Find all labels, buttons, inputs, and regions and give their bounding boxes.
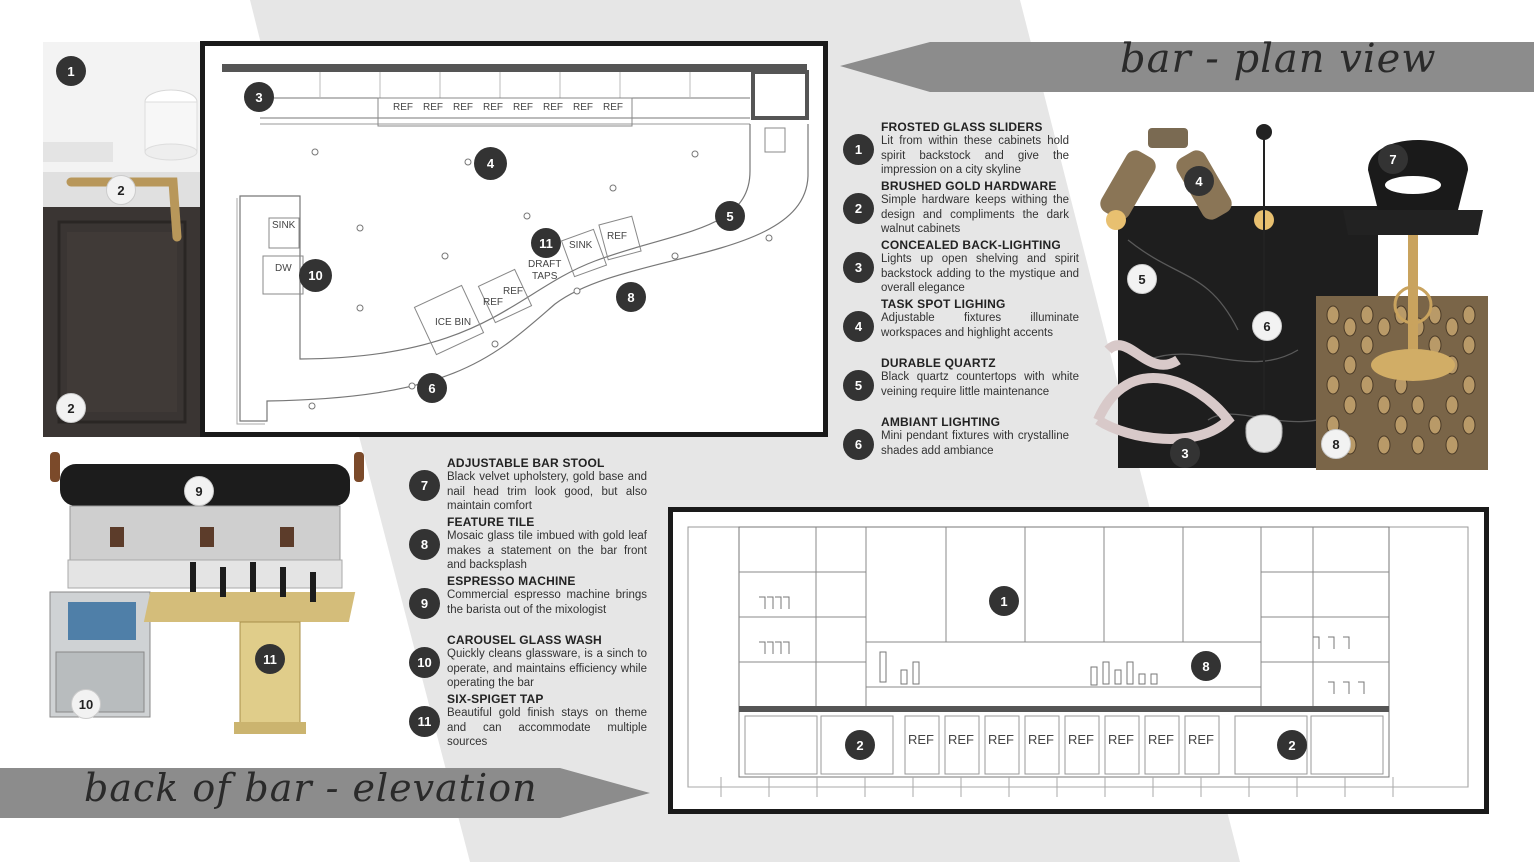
legend-number: 5 <box>843 370 874 401</box>
plan-dw-label: DW <box>275 263 292 274</box>
legend-item-quartz <box>843 356 1079 414</box>
legend-title: TASK SPOT LIGHING <box>881 297 1006 311</box>
elev-ref-label: REF <box>1108 732 1134 747</box>
legend-title: CAROUSEL GLASS WASH <box>447 633 602 647</box>
elev-ref-label: REF <box>988 732 1014 747</box>
elevation-legend <box>409 456 649 756</box>
legend-number: 2 <box>843 193 874 224</box>
legend-description: Simple hardware keeps withing the design and compliments the dark walnut cabinets <box>881 194 1069 235</box>
collage-badge-8: 8 <box>1321 429 1351 459</box>
plan-ref-label: REF <box>607 231 627 242</box>
collage-badge-5: 5 <box>1127 264 1157 294</box>
legend-description: Mosaic glass tile imbued with gold leaf makes a statement on the bar front and backsplash <box>447 530 647 571</box>
legend-description: Mini pendant fixtures with crystalline shades add ambiance <box>881 430 1069 457</box>
plan-taps-label: TAPS <box>532 271 558 282</box>
legend-description: Commercial espresso machine brings the barista out of the mixologist <box>447 589 647 616</box>
legend-title: SIX-SPIGET TAP <box>447 692 544 706</box>
legend-number: 7 <box>409 470 440 501</box>
legend-title: ADJUSTABLE BAR STOOL <box>447 456 605 470</box>
legend-description: Black velvet upholstery, gold base and nail head trim look good, but also maintain comfort <box>447 471 647 512</box>
legend-number: 8 <box>409 529 440 560</box>
badge-hardware-2: 2 <box>106 175 136 205</box>
plan-badge-6: 6 <box>417 373 447 403</box>
cabinet-swatch <box>43 42 200 437</box>
elev-badge-1: 1 <box>989 586 1019 616</box>
legend-item-back-lighting <box>843 238 1079 296</box>
collage-badge-7: 7 <box>1378 144 1408 174</box>
elev-badge-2-right: 2 <box>1277 730 1307 760</box>
legend-number: 6 <box>843 429 874 460</box>
badge-walnut-2: 2 <box>56 393 86 423</box>
plan-badge-3: 3 <box>244 82 274 112</box>
legend-number: 10 <box>409 647 440 678</box>
elev-ref-label: REF <box>1188 732 1214 747</box>
collage-badge-6: 6 <box>1252 311 1282 341</box>
elevation-title: back of bar - elevation <box>84 766 538 810</box>
legend-item-tap <box>409 692 649 750</box>
badge-hardware-1: 1 <box>56 56 86 86</box>
elevation-drawing <box>668 507 1489 814</box>
legend-description: Black quartz countertops with white veining require little maintenance <box>881 371 1079 398</box>
legend-item-frosted-glass <box>843 120 1079 178</box>
elev-ref-label: REF <box>1028 732 1054 747</box>
legend-description: Adjustable fixtures illuminate workspaces and highlight accents <box>881 312 1079 339</box>
legend-title: DURABLE QUARTZ <box>881 356 996 370</box>
plan-ref-label: REF <box>603 102 623 113</box>
plan-ref-label: REF <box>483 102 503 113</box>
elev-badge-2-left: 2 <box>845 730 875 760</box>
elev-ref-label: REF <box>1068 732 1094 747</box>
collage-badge-3: 3 <box>1170 438 1200 468</box>
equipment-badge-11: 11 <box>255 644 285 674</box>
plan-ice-bin-label: ICE BIN <box>435 317 472 328</box>
legend-number: 4 <box>843 311 874 342</box>
legend-title: FEATURE TILE <box>447 515 535 529</box>
plan-ref-label: REF <box>453 102 473 113</box>
plan-sink-label: SINK <box>569 240 593 251</box>
plan-ref-label: REF <box>423 102 443 113</box>
plan-draft-label: DRAFT <box>528 259 562 270</box>
legend-title: ESPRESSO MACHINE <box>447 574 576 588</box>
plan-badge-8: 8 <box>616 282 646 312</box>
legend-description: Quickly cleans glassware, is a sinch to operate, and maintains efficiency while operating the bar <box>447 648 647 689</box>
equipment-badge-10: 10 <box>71 689 101 719</box>
legend-item-glass-wash <box>409 633 649 691</box>
plan-ref-label: REF <box>513 102 533 113</box>
plan-sink-label: SINK <box>272 220 296 231</box>
legend-title: FROSTED GLASS SLIDERS <box>881 120 1043 134</box>
plan-ref-label: REF <box>503 286 523 297</box>
elev-ref-label: REF <box>1148 732 1174 747</box>
plan-view-drawing <box>200 41 828 437</box>
legend-item-gold-hardware <box>843 179 1079 237</box>
plan-badge-5: 5 <box>715 201 745 231</box>
plan-ref-label: REF <box>573 102 593 113</box>
materials-collage <box>1088 120 1492 475</box>
legend-description: Lit from within these cabinets hold spirit backstock and give the impression on a city skyline <box>881 135 1069 176</box>
equipment-badge-9: 9 <box>184 476 214 506</box>
plan-ref-label: REF <box>483 297 503 308</box>
legend-description: Lights up open shelving and spirit backstock adding to the mystique and overall elegance <box>881 253 1079 294</box>
legend-title: CONCEALED BACK-LIGHTING <box>881 238 1061 252</box>
plan-view-title: bar - plan view <box>1120 36 1437 82</box>
legend-title: BRUSHED GOLD HARDWARE <box>881 179 1057 193</box>
plan-legend <box>843 120 1079 480</box>
plan-badge-11: 11 <box>531 228 561 258</box>
plan-ref-label: REF <box>393 102 413 113</box>
plan-badge-4: 4 <box>474 147 507 180</box>
plan-ref-label: REF <box>543 102 563 113</box>
elev-ref-label: REF <box>908 732 934 747</box>
elev-ref-label: REF <box>948 732 974 747</box>
legend-item-feature-tile <box>409 515 649 573</box>
legend-description: Beautiful gold finish stays on theme and can accommodate multiple sources <box>447 707 647 748</box>
legend-title: AMBIANT LIGHTING <box>881 415 1001 429</box>
legend-number: 11 <box>409 706 440 737</box>
legend-item-task-spot <box>843 297 1079 355</box>
legend-number: 1 <box>843 134 874 165</box>
legend-item-ambiant <box>843 415 1079 473</box>
plan-badge-10: 10 <box>299 259 332 292</box>
equipment-collage <box>40 452 415 752</box>
legend-item-bar-stool <box>409 456 649 514</box>
legend-item-espresso <box>409 574 649 632</box>
legend-number: 9 <box>409 588 440 619</box>
elev-badge-8: 8 <box>1191 651 1221 681</box>
collage-badge-4: 4 <box>1184 166 1214 196</box>
legend-number: 3 <box>843 252 874 283</box>
